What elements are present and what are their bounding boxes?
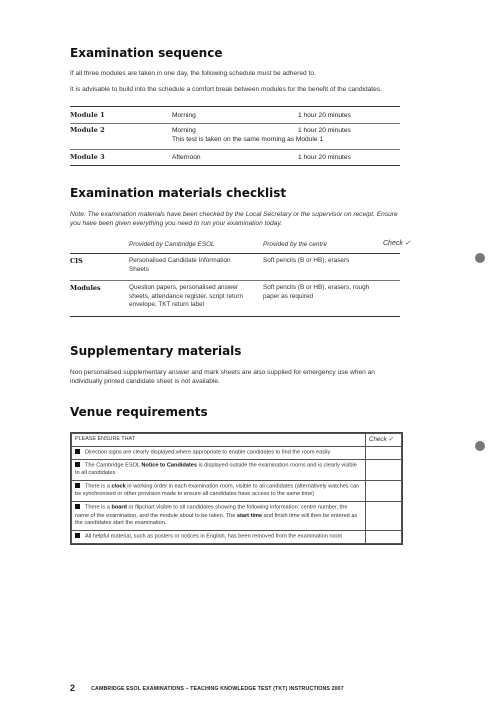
checklist-col-check: Check ✓ <box>383 240 411 247</box>
check-cell[interactable] <box>366 460 402 481</box>
venue-requirement-row <box>72 460 402 481</box>
venue-requirement-row <box>72 481 402 502</box>
exam-sequence-intro-1: If all three modules are taken in one day, the following schedule must be adhered to. <box>70 70 316 77</box>
venue-requirement-row <box>72 446 402 459</box>
sequence-row-divider <box>70 123 400 124</box>
footer-text: CAMBRIDGE ESOL EXAMINATIONS – TEACHING KNOWLEDGE TEST (TKT) INSTRUCTIONS 2007 <box>91 686 344 692</box>
venue-col-ensure: PLEASE ENSURE THAT <box>72 434 366 447</box>
checklist-bottom-rule <box>70 316 400 317</box>
supplementary-text: Non personalised supplementary answer and mark sheets are also supplied for emergency use when an individually printed candidate sheet is not available. <box>70 369 375 385</box>
module-time: Morning <box>172 127 196 134</box>
module-time: Afternoon <box>172 154 201 161</box>
venue-requirement: There is a clock in working order in each examination room, visible to all candidates (alternatively watches can be synchronised or other provision made to ensure all candidates have access to the same time) <box>72 481 366 502</box>
venue-requirement: All helpful material, such as posters or notices in English, has been removed from the examination room <box>72 531 366 544</box>
sequence-table-bottom-rule <box>70 165 400 166</box>
checklist-row-label: CIS <box>70 257 83 265</box>
module-duration: 1 hour 20 minutes <box>298 112 351 119</box>
checklist-row-label: Modules <box>70 284 101 292</box>
module-duration: 1 hour 20 minutes <box>298 127 351 134</box>
check-cell[interactable] <box>366 446 402 459</box>
section-heading-supplementary: Supplementary materials <box>70 344 242 358</box>
checklist-centre-items: Soft pencils (B or HB), erasers, rough paper as required <box>263 284 370 300</box>
checklist-col-centre: Provided by the centre <box>263 241 327 248</box>
checklist-centre-items: Soft pencils (B or HB), erasers <box>263 257 350 264</box>
venue-requirement-row <box>72 502 402 531</box>
sequence-row-divider <box>70 149 400 150</box>
checkbox-square-icon <box>75 462 80 467</box>
checkbox-square-icon <box>75 483 80 488</box>
section-heading-venue: Venue requirements <box>70 405 208 419</box>
module-label: Module 3 <box>70 153 105 161</box>
page-number: 2 <box>70 683 76 693</box>
checklist-esol-items: Question papers, personalised answer sheets, attendance register, script return envelope, TKT return label <box>129 284 244 309</box>
checkbox-square-icon <box>75 504 80 509</box>
venue-requirements-table <box>70 432 403 545</box>
checkbox-square-icon <box>75 449 80 454</box>
venue-requirement: The Cambridge ESOL Notice to Candidates is displayed outside the examination rooms and is clearly visible to all candidates <box>72 460 366 481</box>
venue-col-check: Check ✓ <box>366 434 402 447</box>
check-cell[interactable] <box>366 502 402 531</box>
checklist-row-divider <box>70 280 400 281</box>
check-cell[interactable] <box>366 481 402 502</box>
margin-marker-dot <box>475 441 485 451</box>
venue-requirement: There is a board or flipchart visible to all candidates showing the following information: centre number, the name of the examination, and the module about to be taken. The start time and finish time will then be entered as the candidates start the examination. <box>72 502 366 531</box>
checkbox-square-icon <box>75 533 80 538</box>
exam-sequence-intro-2: It is advisable to build into the schedule a comfort break between modules for the benefit of the candidates. <box>70 86 382 93</box>
section-heading-materials-checklist: Examination materials checklist <box>70 186 287 200</box>
checklist-note: Note: The examination materials have been checked by the Local Secretary or the supervisor on receipt. Ensure you have been given everything you need to run your examination today. <box>70 211 398 227</box>
section-heading-exam-sequence: Examination sequence <box>70 46 223 60</box>
venue-requirement-row <box>72 531 402 544</box>
module-time: Morning <box>172 112 196 119</box>
module-note: This test is taken on the same morning as Module 1 <box>172 136 323 143</box>
checklist-col-esol: Provided by Cambridge ESOL <box>129 241 215 248</box>
module-duration: 1 hour 20 minutes <box>298 154 351 161</box>
sequence-table-top-rule <box>70 106 400 107</box>
venue-requirement: Direction signs are clearly displayed where appropriate to enable candidates to find the room easily <box>72 446 366 459</box>
module-label: Module 2 <box>70 126 105 134</box>
margin-marker-dot <box>475 253 485 263</box>
module-label: Module 1 <box>70 111 105 119</box>
checklist-esol-items: Personalised Candidate Information Sheets <box>129 257 231 273</box>
check-cell[interactable] <box>366 531 402 544</box>
page-footer <box>70 683 344 693</box>
checklist-header-rule <box>70 253 400 254</box>
